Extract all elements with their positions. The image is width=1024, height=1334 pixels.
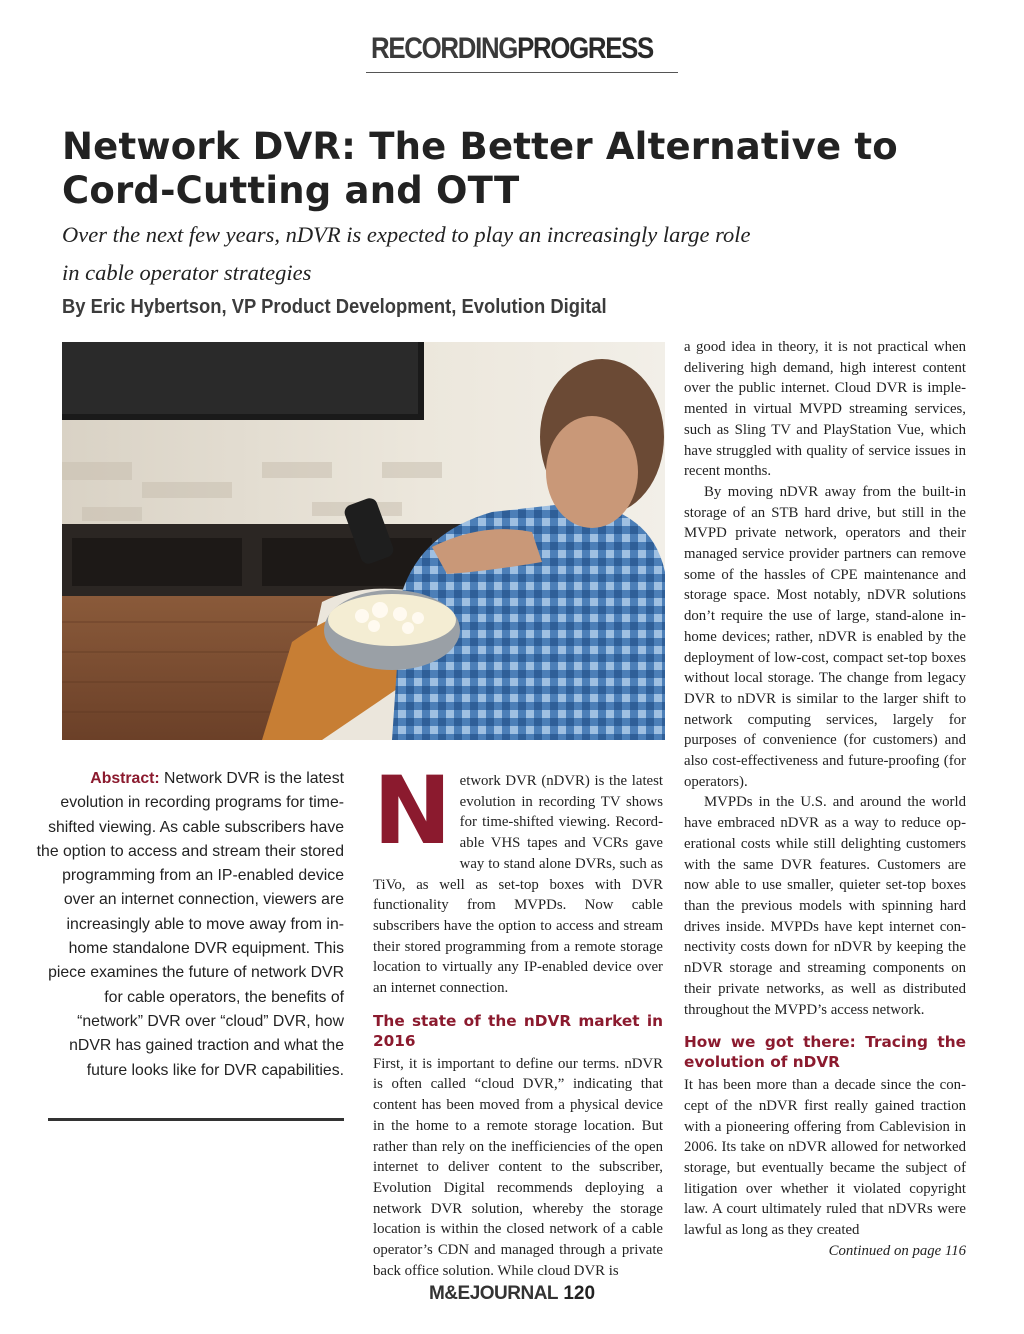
article-body-column-2 [684, 337, 966, 1262]
section-rule [366, 72, 678, 73]
body-paragraph-3: MVPDs in the U.S. and around the world have embraced nDVR as a way to reduce operational costs while still delighting customers with the same DVR features. Customers are now able to use smaller, quieter set-top boxes than the previous models with spinning hard drives inside. MVPDs have kept internet connectivity costs down for nDVR by keeping the nDVR storage and streaming components on their private networks, as well as distributed throughout the MVPD’s access network. [684, 794, 966, 1018]
section-header [72, 32, 953, 66]
article-photo [62, 342, 665, 740]
article-body-column-1 [373, 757, 663, 1281]
body-paragraph-2: By moving nDVR away from the built-in storage of an STB hard drive, but still in the MVPD private network, operators and their managed service provider partners can remove some of the hassles of CPE maintenance and storage space. Most notably, nDVR solutions don’t require the use of large, stand-alone in-home devices; rather, nDVR is enabled by the deployment of low-cost, compact set-top boxes without local storage. The change from legacy DVR to nDVR is similar to the larger shift to network computing services, largely for purposes of convenience (for customers) and also cost-effectiveness and future-proofing (for operators). [684, 483, 966, 790]
intro-text: etwork DVR (nDVR) is the latest evolution in recording TV shows for time-shifted viewing. Recordable VHS tapes and VCRs gave way to stand alone DVRs, such as TiVo, as well as set-top boxes with DVR functionality from MVPDs. Now cable subscribers have the option to access and stream their stored programming from a remote storage location to virtually any IP-enabled device over an internet connection. [373, 773, 663, 997]
body-paragraph-4: It has been more than a decade since the concept of the nDVR first really gained traction with a pioneering offering from Cablevision in 2006. Its take on nDVR allowed for networked storage, but eventually became the subject of litigation over whether it violated copyright law. A court ultimately ruled that nDVRs were lawful as long as they created [684, 1077, 966, 1239]
section-heading-evolution: How we got there: Tracing the evolution of nDVR [684, 1033, 966, 1072]
body-paragraph-1: First, it is important to define our terms. nDVR is often called “cloud DVR,” indicating that content has been moved from a physical device in the home to a remote storage location. But rather than rely on the inefficiencies of the open internet to deliver content to the subscriber, Evolution Digital recommends deploying a network DVR solution, whereby the storage location is within the closed network of a cable operator’s CDN and managed through a private back office solution. While cloud DVR is [373, 1055, 663, 1279]
drop-cap: N [373, 757, 452, 866]
section-header-light: RECORDING [371, 32, 518, 65]
body-paragraph-1-continued: a good idea in theory, it is not practical when delivering high demand, high interest content over the public internet. Cloud DVR is implemented in virtual MVPD streaming services, such as Sling TV and PlayStation Vue, which have struggled with quality of service issues in recent months. [684, 339, 966, 480]
page-number: 120 [563, 1283, 596, 1304]
page-footer [0, 1283, 1024, 1305]
section-header-bold: PROGRESS [517, 32, 653, 65]
journal-name: M&EJOURNAL [428, 1283, 559, 1304]
article-subtitle: Over the next few years, nDVR is expected to play an increasingly large role in cable operator strategies [62, 222, 751, 285]
abstract [36, 767, 344, 1083]
byline: By Eric Hybertson, VP Product Development, Evolution Digital [62, 296, 607, 318]
abstract-label: Abstract: [90, 770, 160, 787]
abstract-divider [48, 1118, 344, 1121]
man-watching-tv-image [62, 342, 665, 740]
section-heading-market: The state of the nDVR market in 2016 [373, 1011, 663, 1050]
continued-note: Continued on page 116 [828, 1242, 966, 1259]
abstract-text: Network DVR is the latest evolution in recording programs for time-shifted viewing. As cable subscribers have the option to access and stream their stored programming from an IP-enabled device over an internet connection, viewers are increasingly able to move away from in-home standalone DVR equipment. This piece examines the future of network DVR for cable operators, the benefits of “network” DVR over “cloud” DVR, how nDVR has gained traction and what the future looks like for DVR capabilities. [36, 770, 344, 1079]
intro-paragraph [373, 757, 663, 999]
article-title: Network DVR: The Better Alternative to Cord-Cutting and OTT [62, 125, 898, 212]
